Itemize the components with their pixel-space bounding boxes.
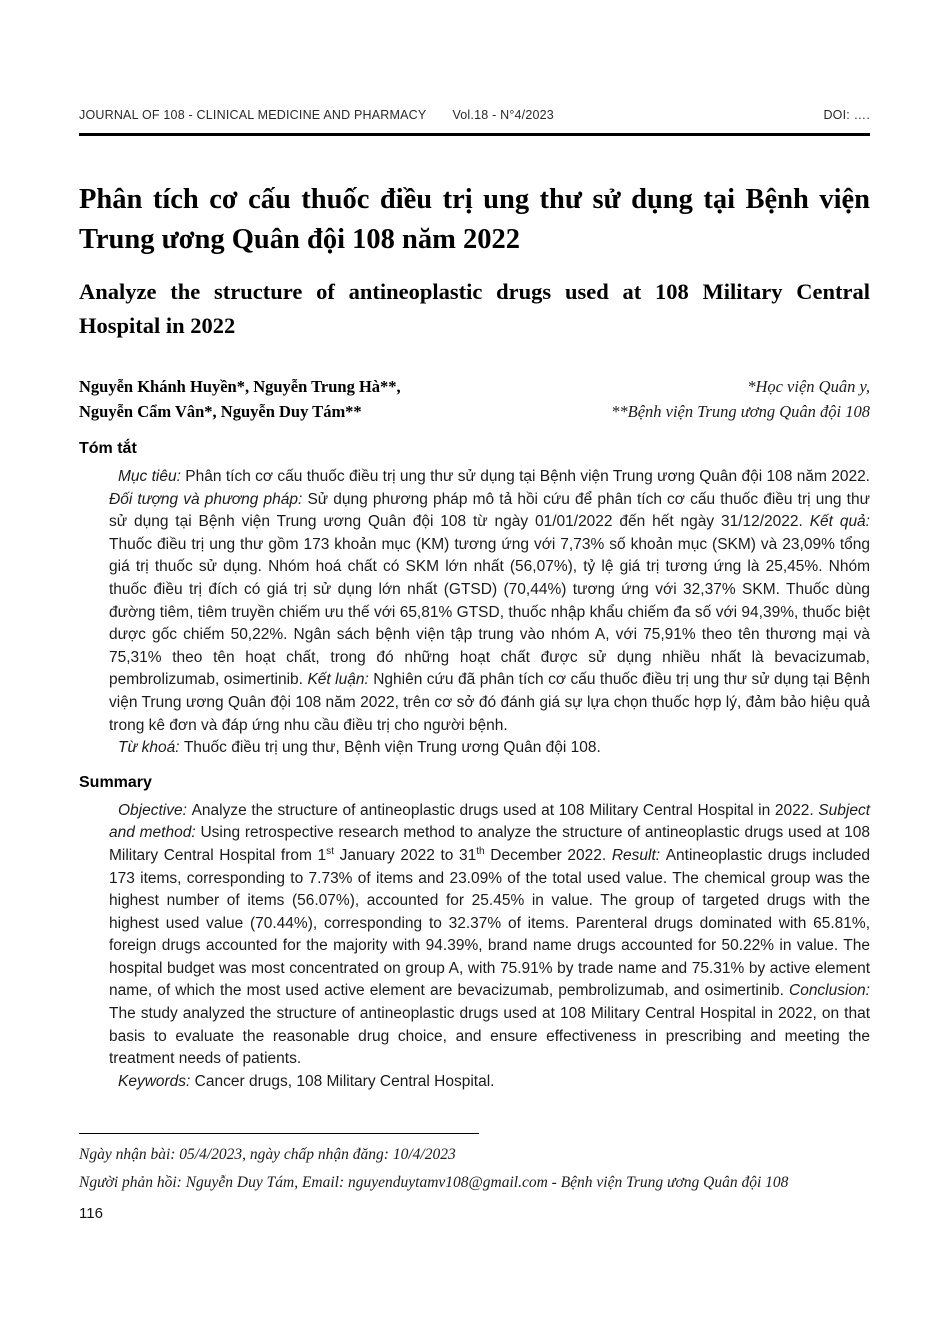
abstract-en-keywords: Keywords: Cancer drugs, 108 Military Central Hospital. [118, 1072, 495, 1090]
abstract-vi-keywords: Từ khoá: Thuốc điều trị ung thư, Bệnh viện Trung ương Quân đội 108. [118, 739, 601, 757]
page-header [79, 0, 870, 122]
page-content [79, 0, 870, 1093]
affiliation-line-1: *Học viện Quân y, [747, 377, 870, 396]
abstract-en-heading: Summary [79, 773, 152, 791]
footnote-rule [79, 1133, 479, 1134]
received-dates: Ngày nhận bài: 05/4/2023, ngày chấp nhận đăng: 10/4/2023 [79, 1146, 456, 1163]
affiliation-line-2: **Bệnh viện Trung ương Quân đội 108 [611, 401, 870, 421]
correspondence-line: Người phản hồi: Nguyễn Duy Tám, Email: nguyenduytamv108@gmail.com - Bệnh viện Trung ương Quân đội 108 [79, 1174, 789, 1191]
authors-line-2: Nguyễn Cẩm Vân*, Nguyễn Duy Tám** [79, 401, 362, 421]
abstract-en-paragraph: Objective: Analyze the structure of antineoplastic drugs used at 108 Military Central Hospital in 2022. Subject and method: Using retrospective research method to analyze the structure of antineoplastic drugs used at 108 Military Central Hospital from 1st January 2022 to 31th December 2022. Result: Antineoplastic drugs included 173 items, corresponding to 7.73% of items and 23.09% of the total used value. The chemical group was the highest number of items (56.07%), accounted for 25.45% in value. The group of targeted drugs with the highest used value (70.44%), corresponding to 32.37% of items. Parenteral drugs dominated with 65.81%, foreign drugs accounted for the majority with 94.39%, brand name drugs accounted for 50.22% in value. The hospital budget was most concentrated on group A, with 75.91% by trade name and 75.31% by active element name, of which the most used active element are bevacizumab, pembrolizumab, and osimertinib. Conclusion: The study analyzed the structure of antineoplastic drugs used at 108 Military Central Hospital in 2022, on that basis to evaluate the reasonable drug choice, and ensure effectiveness in prescribing and meeting the treatment needs of patients. [109, 801, 870, 1068]
header-rule [79, 133, 870, 136]
journal-name: JOURNAL OF 108 - CLINICAL MEDICINE AND PHARMACY [79, 108, 427, 122]
article-title-vietnamese: Phân tích cơ cấu thuốc điều trị ung thư sử dụng tại Bệnh viện Trung ương Quân đội 108 năm 2022 [79, 184, 870, 255]
authors-block [79, 375, 401, 424]
doi-label: DOI: …. [823, 108, 870, 122]
authors-line-1: Nguyễn Khánh Huyền*, Nguyễn Trung Hà**, [79, 377, 401, 396]
affiliations-block [611, 375, 870, 424]
article-title-english: Analyze the structure of antineoplastic drugs used at 108 Military Central Hospital in 2022 [79, 279, 870, 338]
page-number: 116 [79, 1205, 103, 1222]
abstract-vi-paragraph: Mục tiêu: Phân tích cơ cấu thuốc điều trị ung thư sử dụng tại Bệnh viện Trung ương Quân đội 108 năm 2022. Đối tượng và phương pháp: Sử dụng phương pháp mô tả hồi cứu để phân tích cơ cấu thuốc điều trị ung thư sử dụng tại Bệnh viện Trung ương Quân đội 108 từ ngày 01/01/2022 đến hết ngày 31/12/2022. Kết quả: Thuốc điều trị ung thư gồm 173 khoản mục (KM) tương ứng với 7,73% số khoản mục (SKM) và 23,09% tổng giá trị thuốc sử dụng. Nhóm hoá chất có SKM lớn nhất (56,07%), tỷ lệ giá trị tương ứng là 25,45%. Nhóm thuốc điều trị đích có giá trị sử dụng lớn nhất (GTSD) (70,44%) tương ứng với 32,37% SKM. Thuốc dùng đường tiêm, tiêm truyền chiếm ưu thế với 65,81% GTSD, thuốc nhập khẩu chiếm đa số với 94,39%, thuốc biệt dược gốc chiếm 50,22%. Ngân sách bệnh viện tập trung vào nhóm A, với 75,91% theo tên thương mại và 75,31% theo tên hoạt chất, trong đó những hoạt chất được sử dụng nhiều nhất là bevacizumab, pembrolizumab, osimertinib. Kết luận: Nghiên cứu đã phân tích cơ cấu thuốc điều trị ung thư sử dụng tại Bệnh viện Trung ương Quân đội 108 năm 2022, trên cơ sở đó đánh giá sự lựa chọn thuốc hợp lý, đảm bảo hiệu quả trong kê đơn và đáp ứng nhu cầu điều trị cho người bệnh. [109, 468, 871, 734]
authors-affiliations-row [79, 375, 870, 424]
abstract-vi-heading: Tóm tắt [79, 440, 137, 457]
volume-issue: Vol.18 - N°4/2023 [452, 108, 554, 122]
footer-notes [79, 1141, 870, 1197]
